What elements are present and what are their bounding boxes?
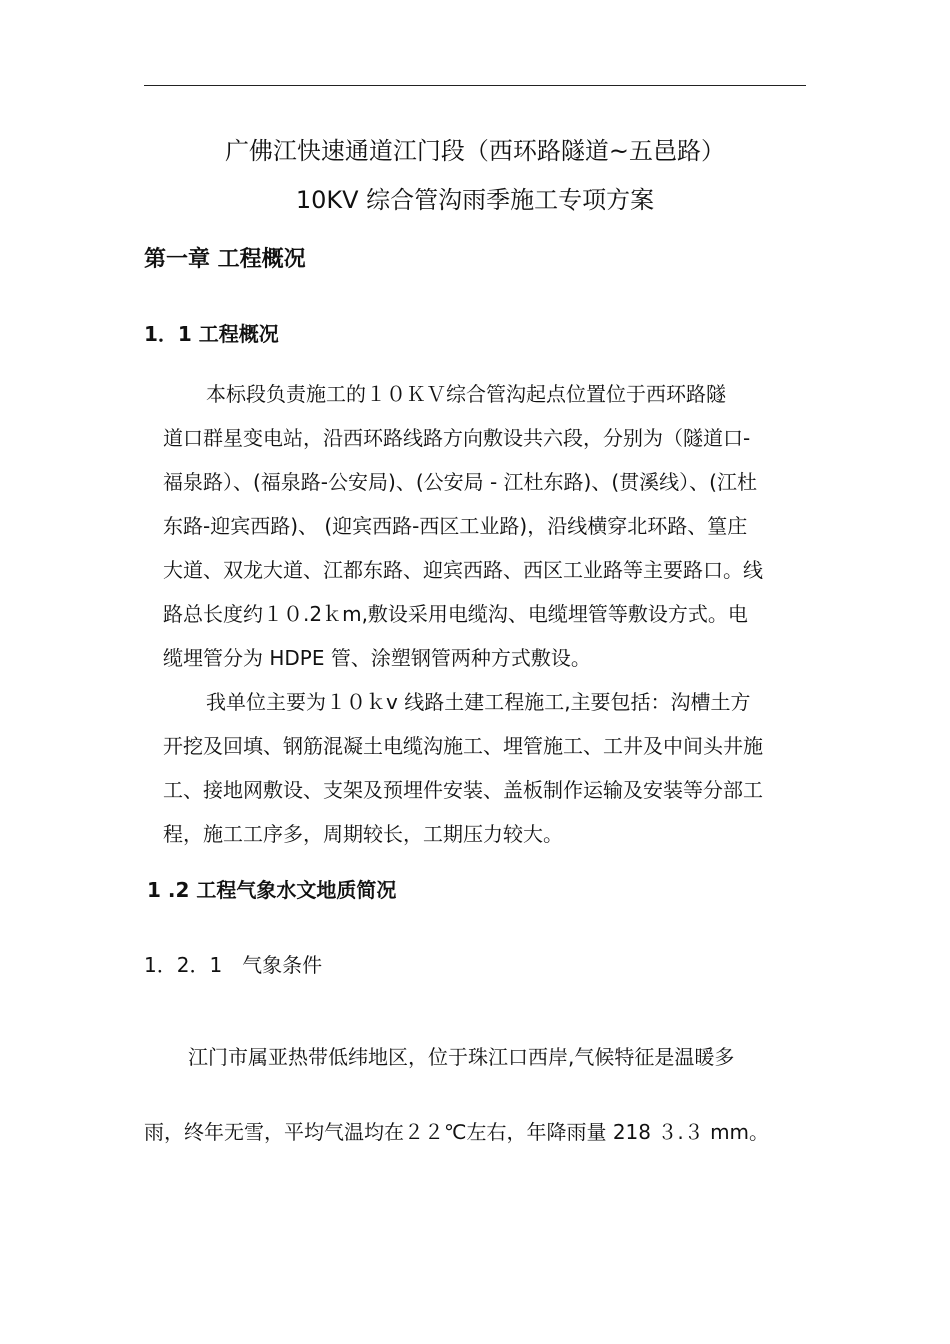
document-title-line-1: 广佛江快速通道江门段（西环路隧道~五邑路） bbox=[224, 137, 726, 165]
paragraph-line: 开挖及回填、钢筋混凝土电缆沟施工、埋管施工、工井及中间头井施 bbox=[163, 734, 763, 758]
paragraph-line: 我单位主要为１０ｋv 线路土建工程施工,主要包括：沟槽土方 bbox=[206, 690, 751, 714]
paragraph-line: 道口群星变电站，沿西环路线路方向敷设共六段，分别为（隧道口- bbox=[163, 426, 751, 450]
climate-text-line-2: 雨，终年无雪，平均气温均在２２℃左右，年降雨量 218 ３.３ mm。 bbox=[144, 1120, 770, 1144]
document-title-line-2: 10KV 综合管沟雨季施工专项方案 bbox=[295, 186, 655, 214]
paragraph-line: 路总长度约１０.2ｋm,敷设采用电缆沟、电缆埋管等敷设方式。电 bbox=[163, 602, 748, 626]
paragraph-line: 工、接地网敷设、支架及预埋件安装、盖板制作运输及安装等分部工 bbox=[163, 778, 763, 802]
overview-paragraph-2 bbox=[163, 680, 813, 856]
paragraph-line: 福泉路）、(福泉路-公安局)、(公安局 - 江杜东路)、(贯溪线）、(江杜 bbox=[163, 470, 757, 494]
overview-paragraph-1 bbox=[163, 372, 813, 680]
header-rule bbox=[144, 85, 806, 86]
paragraph-line: 东路-迎宾西路)、 (迎宾西路-西区工业路)，沿线横穿北环路、篁庄 bbox=[163, 514, 748, 538]
climate-text-line-1: 江门市属亚热带低纬地区，位于珠江口西岸,气候特征是温暖多 bbox=[188, 1045, 735, 1069]
subsection-heading-1-2-1: 1．2．1 气象条件 bbox=[144, 953, 323, 977]
paragraph-line: 程，施工工序多，周期较长，工期压力较大。 bbox=[163, 822, 563, 846]
paragraph-line: 大道、双龙大道、江都东路、迎宾西路、西区工业路等主要路口。线 bbox=[163, 558, 763, 582]
paragraph-line: 缆埋管分为 HDPE 管、涂塑钢管两种方式敷设。 bbox=[163, 646, 591, 670]
section-heading-1-2: 1 .2 工程气象水文地质简况 bbox=[147, 878, 397, 902]
chapter-heading: 第一章 工程概况 bbox=[144, 247, 306, 272]
section-heading-1-1: 1．1 工程概况 bbox=[144, 322, 279, 346]
paragraph-line: 本标段负责施工的１０ＫＶ综合管沟起点位置位于西环路隧 bbox=[206, 382, 726, 406]
